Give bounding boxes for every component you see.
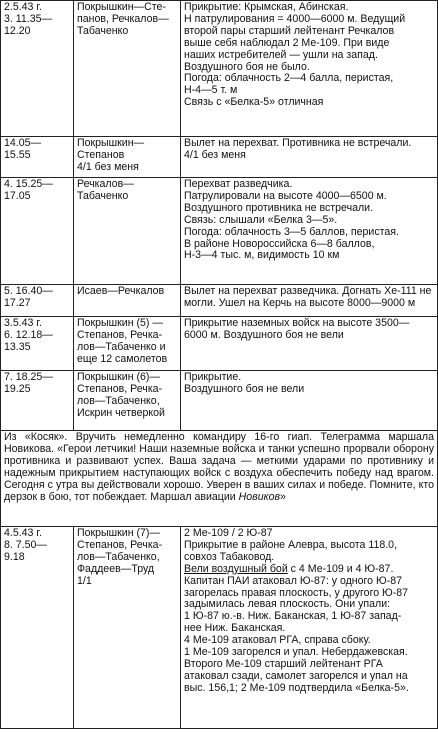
- telegram-text: [1, 431, 438, 527]
- crew-cell: Исаев—Речкалов: [74, 285, 181, 317]
- crew-cell: Покрышкин (6)— Степанов, Речка- лов—Табаченко, Искрин четверкой: [74, 371, 181, 431]
- crew-cell: Покрышкин (7)— Степанов, Речка- лов—Табаченко, Фаддеев—Труд 1/1: [74, 527, 181, 729]
- telegram-body: Из «Косяк». Вручить немедленно командиру 16-го гиап. Телеграмма маршала Новикова. «Герои летчики! Наши наземные войска и танки успешно прорвали оборону противника и развивают успех. Ваша задача — меткими ударами по противнику и надежным прикрытием наступающих войск с воздуха обеспечить победу над врагом. Сегодня с утра вы действовали хорошо. Уверен в ваших силах и победе. Помните, кто дерзок в бою, тот побеждает. Маршал авиации: [4, 431, 434, 503]
- telegram-closing: »: [280, 490, 286, 503]
- table-row: [1, 1, 438, 137]
- crew-cell: Речкалов— Табаченко: [74, 178, 181, 285]
- telegram-signature: Новиков: [238, 490, 281, 503]
- crew-cell: Покрышкин (5) — Степанов, Речка- лов—Табаченко и еще 12 самолетов: [74, 317, 181, 371]
- sortie-note-cell: Вылет на перехват. Противника не встречали. 4/1 без меня: [181, 137, 438, 178]
- sortie-note-cell: Перехват разведчика. Патрулировали на высоте 4000—6500 м. Воздушного противника не встречали. Связь: слышали «Белка 3—5». Погода: облачность 3—5 баллов, перистая. В районе Новороссийска 6—8 баллов, Н-3—4 тыс. м, видимость 10 км: [181, 178, 438, 285]
- sortie-date-cell: 5. 16.40— 17.27: [1, 285, 74, 317]
- table-row: [1, 137, 438, 178]
- crew-cell: Покрышкин—Сте- панов, Речкалов— Табаченко: [74, 1, 181, 137]
- sortie-date-cell: 3.5.43 г. 6. 12.18— 13.35: [1, 317, 74, 371]
- sortie-date-cell: 4. 15.25— 17.05: [1, 178, 74, 285]
- sortie-note-cell: Прикрытие. Воздушного боя не вели: [181, 371, 438, 431]
- sortie-note-cell: Вылет на перехват разведчика. Догнать Хе-111 не могли. Ушел на Керчь на высоте 8000—9000 м: [181, 285, 438, 317]
- note-intro: 2 Ме-109 / 2 Ю-87 Прикрытие в районе Алевра, высота 118.0, совхоз Табаковод.: [184, 527, 398, 563]
- sortie-date-cell: 4.5.43 г. 8. 7.50— 9.18: [1, 527, 74, 729]
- crew-cell: Покрышкин— Степанов 4/1 без меня: [74, 137, 181, 178]
- table-row: [1, 178, 438, 285]
- sortie-note-cell: [181, 527, 438, 729]
- table-row: [1, 371, 438, 431]
- table-row: [1, 285, 438, 317]
- table-row: [1, 527, 438, 729]
- note-underlined-phrase: Вели воздушный бой: [184, 562, 288, 575]
- telegram-row: [1, 431, 438, 527]
- sortie-date-cell: 2.5.43 г. 3. 11.35— 12.20: [1, 1, 74, 137]
- sortie-date-cell: 14.05— 15.55: [1, 137, 74, 178]
- note-details: с 4 Ме-109 и 4 Ю-87. Капитан ПАИ атаковал Ю-87: у одного Ю-87 загорелась правая плоскость, у другого Ю-87 задымилась левая плоскость. Они упали: 1 Ю-87 ю.-в. Ниж. Баканская, 1 Ю-87 запад- нее Ниж. Баканская. 4 Ме-109 атаковал РГА, справа сбоку. 1 Ме-109 загорелся и упал. Небердажевская. Второго Ме-109 старший лейтенант РГА атаковал сзади, самолет загорелся и упал на выс. 156,1; 2 Ме-109 подтвердила «Белка-5».: [184, 562, 409, 694]
- sortie-note-cell: Прикрытие: Крымская, Абинская. Н патрулирования = 4000—6000 м. Ведущий второй пары старший лейтенант Речкалов выше себя наблюдал 2 Ме-109. При виде наших истребителей — ушли на запад. Воздушного боя не было. Погода: облачность 2—4 балла, перистая, Н-4—5 т. м Связь с «Белка-5» отличная: [181, 1, 438, 137]
- sortie-note-cell: Прикрытие наземных войск на высоте 3500— 6000 м. Воздушного боя не вели: [181, 317, 438, 371]
- table-row: [1, 317, 438, 371]
- sortie-date-cell: 7. 18.25— 19.25: [1, 371, 74, 431]
